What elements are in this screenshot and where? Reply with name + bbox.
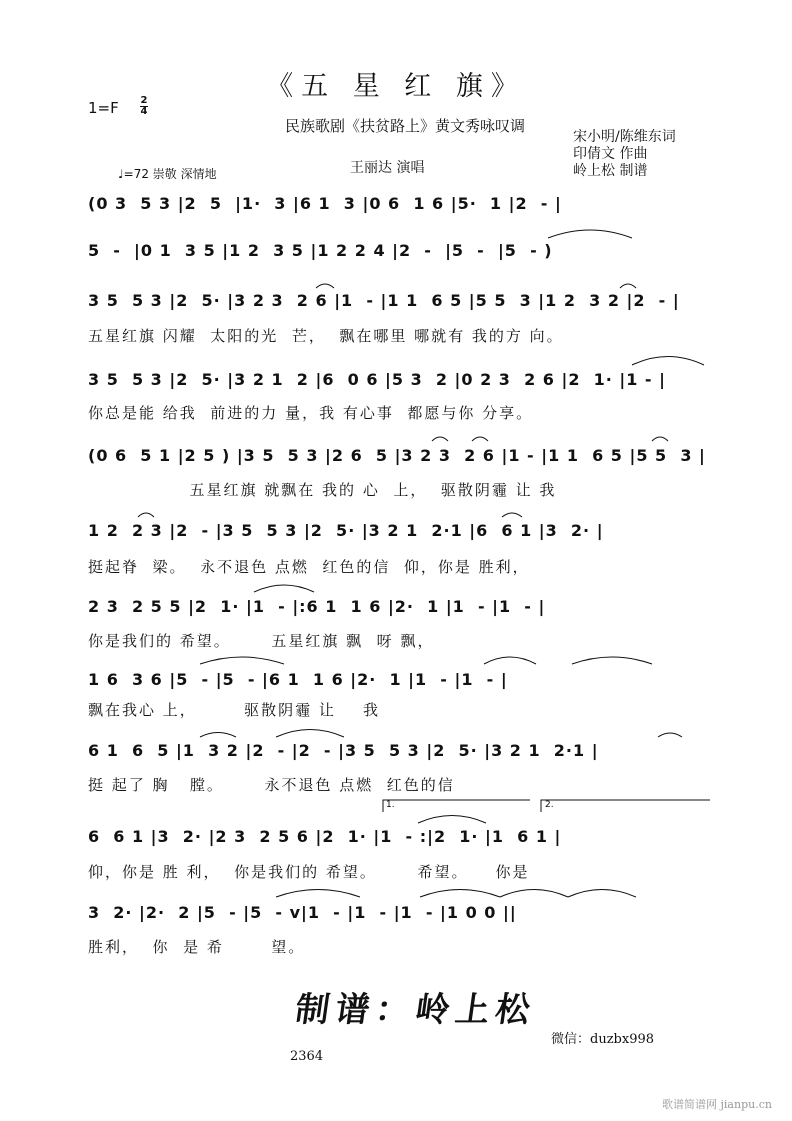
tie-arc [568,890,636,898]
lyric-line-4: 你总是能 给我 前进的力 量，我 有心事 都愿与你 分享。 [88,404,534,422]
tie-arc [276,890,360,898]
tie-arc [200,733,236,738]
tie-arc [500,890,568,898]
notation-line-3: 3 5 5 3 |2 5· |3 2 3 2 6 |1 - |1 1 6 5 |5 5 3 |1 2 3 2 |2 - | [88,291,680,310]
tie-arc [472,437,488,441]
meter-top: 2 [140,95,148,106]
transcriber-credit: 岭上松 制谱 [573,163,648,179]
tie-arc [200,657,284,664]
tie-arc [548,230,632,238]
notation-line-8: 1 6 3 6 |5 - |5 - |6 1 1 6 |2· 1 |1 - |1 - | [88,670,508,689]
tie-arc [254,585,314,592]
page-number: 2364 [290,1049,324,1064]
volta-2-bracket [541,800,710,812]
notation-line-6: 1 2 2 3 |2 - |3 5 5 3 |2 5· |3 2 1 2·1 |6 6 1 |3 2· | [88,521,604,540]
notation-line-7: 2 3 2 5 5 |2 1· |1 - |:6 1 1 6 |2· 1 |1 - |1 - | [88,597,546,616]
lyricist-credit: 宋小明/陈维东词 [573,129,676,145]
tie-arc [652,437,668,441]
tie-arc [620,284,636,288]
volta-2-label: 2. [545,800,554,810]
tie-arc [658,733,682,737]
notation-line-5: (0 6 5 1 |2 5 ) |3 5 5 3 |2 6 5 |3 2 3 2 6 |1 - |1 1 6 5 |5 5 3 | [88,446,706,465]
notation-line-9: 6 1 6 5 |1 3 2 |2 - |2 - |3 5 5 3 |2 5· |3 2 1 2·1 | [88,741,599,760]
lyric-line-5: 五星红旗 就飘在 我的 心 上， 驱散阴霾 让 我 [88,481,557,499]
lyric-line-3: 五星红旗 闪耀 太阳的光 芒， 飘在哪里 哪就有 我的方 向。 [88,327,564,345]
tie-arc [138,513,154,517]
key-signature: 1=F [88,99,119,117]
tie-arc [316,284,334,288]
lyric-line-7: 你是我们的 希望。 五星红旗 飘 呀 飘， [88,632,435,650]
volta-1-label: 1. [386,800,395,810]
tie-arc [632,357,704,366]
lyric-line-8: 飘在我心 上， 驱散阴霾 让 我 [88,701,380,719]
tie-arc [572,657,652,664]
song-subtitle: 民族歌剧《扶贫路上》黄文秀咏叹调 [284,117,525,135]
composer-credit: 印倩文 作曲 [573,146,648,162]
lyric-line-10: 仰，你是 胜 利， 你是我们的 希望。 希望。 你是 [88,863,530,881]
transcriber-signature: 制谱：岭上松 [292,990,539,1030]
notation-line-10: 6 6 1 |3 2· |2 3 2 5 6 |2 1· |1 - :|2 1· |1 6 1 | [88,827,562,846]
wechat-id: 微信：duzbx998 [551,1032,655,1047]
tie-arc [418,816,486,824]
lyric-line-11: 胜利， 你 是 希 望。 [88,938,306,956]
tie-arc [484,657,536,664]
meter-bottom: 4 [140,106,148,117]
tie-arc [432,437,448,441]
volta-1-bracket [383,800,530,812]
notation-line-4: 3 5 5 3 |2 5· |3 2 1 2 |6 0 6 |5 3 2 |0 2 3 2 6 |2 1· |1 - | [88,370,666,389]
tempo-marking: ♩=72 崇敬 深情地 [118,167,217,181]
tie-arc [420,890,500,898]
notation-line-2: 5 - |0 1 3 5 |1 2 3 5 |1 2 2 4 |2 - |5 - |5 - ) [88,241,553,260]
song-title: 《五 星 红 旗》 [266,71,526,102]
site-watermark: 歌谱简谱网 jianpu.cn [662,1098,772,1111]
notation-line-11: 3 2· |2· 2 |5 - |5 - v|1 - |1 - |1 - |1 0 0 || [88,903,517,922]
tie-arc [276,730,344,738]
tie-arc [502,513,522,517]
singer-credit: 王丽达 演唱 [350,160,425,176]
notation-line-1: (0 3 5 3 |2 5 |1· 3 |6 1 3 |0 6 1 6 |5· 1 |2 - | [88,194,562,213]
lyric-line-6: 挺起脊 梁。 永不退色 点燃 红色的信 仰，你是 胜利， [88,558,530,576]
lyric-line-9: 挺 起了 胸 膛。 永不退色 点燃 红色的信 [88,776,455,794]
